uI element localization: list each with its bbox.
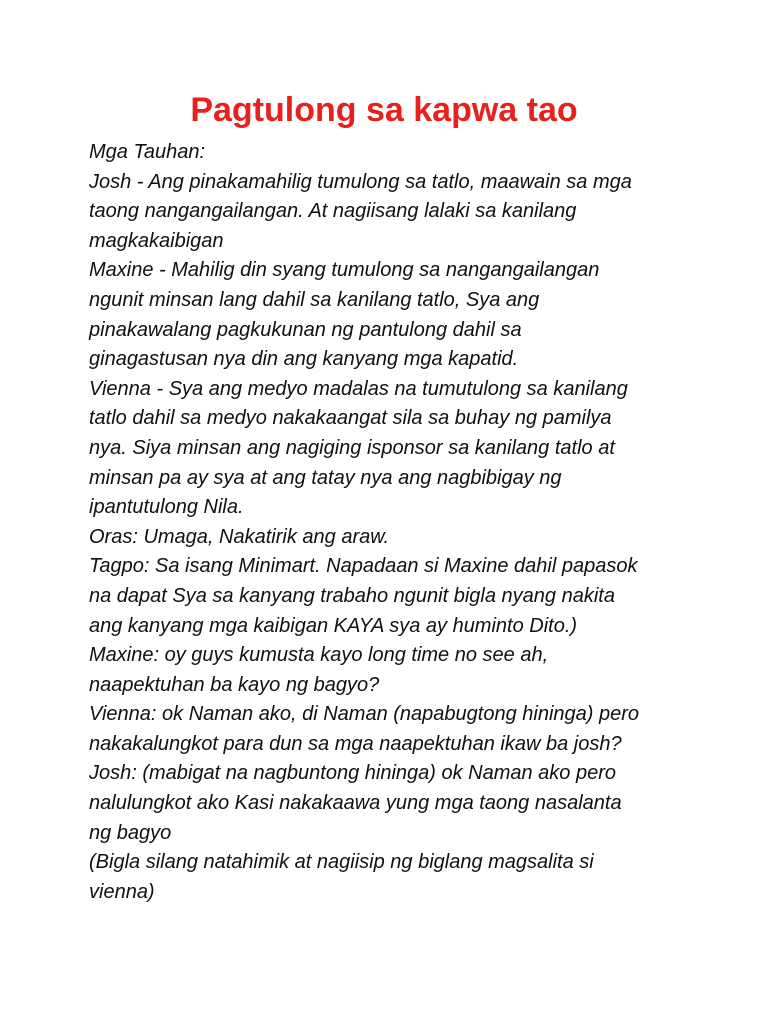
body-line: minsan pa ay sya at ang tatay nya ang nagbibigay ng bbox=[89, 466, 562, 489]
body-line: nalulungkot ako Kasi nakakaawa yung mga taong nasalanta bbox=[89, 792, 622, 815]
body-line: Tagpo: Sa isang Minimart. Napadaan si Maxine dahil papasok bbox=[89, 555, 638, 578]
body-line: Josh - Ang pinakamahilig tumulong sa tatlo, maawain sa mga bbox=[89, 170, 632, 193]
body-line: pinakawalang pagkukunan ng pantulong dahil sa bbox=[89, 318, 522, 341]
body-line: ipantutulong Nila. bbox=[89, 496, 244, 519]
body-line: Maxine - Mahilig din syang tumulong sa nangangailangan bbox=[89, 259, 600, 282]
body-line: ng bagyo bbox=[89, 821, 172, 844]
body-line: Mga Tauhan: bbox=[89, 141, 206, 163]
body-line: Vienna: ok Naman ako, di Naman (napabugtong hininga) pero bbox=[89, 703, 639, 726]
body-line: (Bigla silang natahimik at nagiisip ng biglang magsalita si bbox=[89, 851, 594, 874]
body-line: taong nangangailangan. At nagiisang lalaki sa kanilang bbox=[89, 200, 577, 223]
document-title: Pagtulong sa kapwa tao bbox=[190, 91, 578, 129]
body-line: ginagastusan nya din ang kanyang mga kapatid. bbox=[89, 348, 519, 371]
body-line: nya. Siya minsan ang nagiging isponsor sa kanilang tatlo at bbox=[89, 436, 615, 459]
body-line: naapektuhan ba kayo ng bagyo? bbox=[89, 673, 380, 696]
body-line: Maxine: oy guys kumusta kayo long time no see ah, bbox=[89, 644, 549, 667]
document-body bbox=[89, 138, 709, 907]
body-line: Oras: Umaga, Nakatirik ang araw. bbox=[89, 525, 390, 548]
body-line: magkakaibigan bbox=[89, 229, 224, 252]
body-line: Vienna - Sya ang medyo madalas na tumutulong sa kanilang bbox=[89, 377, 628, 400]
body-line: na dapat Sya sa kanyang trabaho ngunit bigla nyang nakita bbox=[89, 584, 615, 607]
body-line: nakakalungkot para dun sa mga naapektuhan ikaw ba josh? bbox=[89, 732, 622, 755]
body-line: tatlo dahil sa medyo nakakaangat sila sa buhay ng pamilya bbox=[89, 407, 612, 430]
body-line: ngunit minsan lang dahil sa kanilang tatlo, Sya ang bbox=[89, 288, 540, 311]
body-line: vienna) bbox=[89, 880, 155, 903]
body-line: ang kanyang mga kaibigan KAYA sya ay huminto Dito.) bbox=[89, 614, 578, 637]
body-line: Josh: (mabigat na nagbuntong hininga) ok Naman ako pero bbox=[89, 762, 617, 785]
